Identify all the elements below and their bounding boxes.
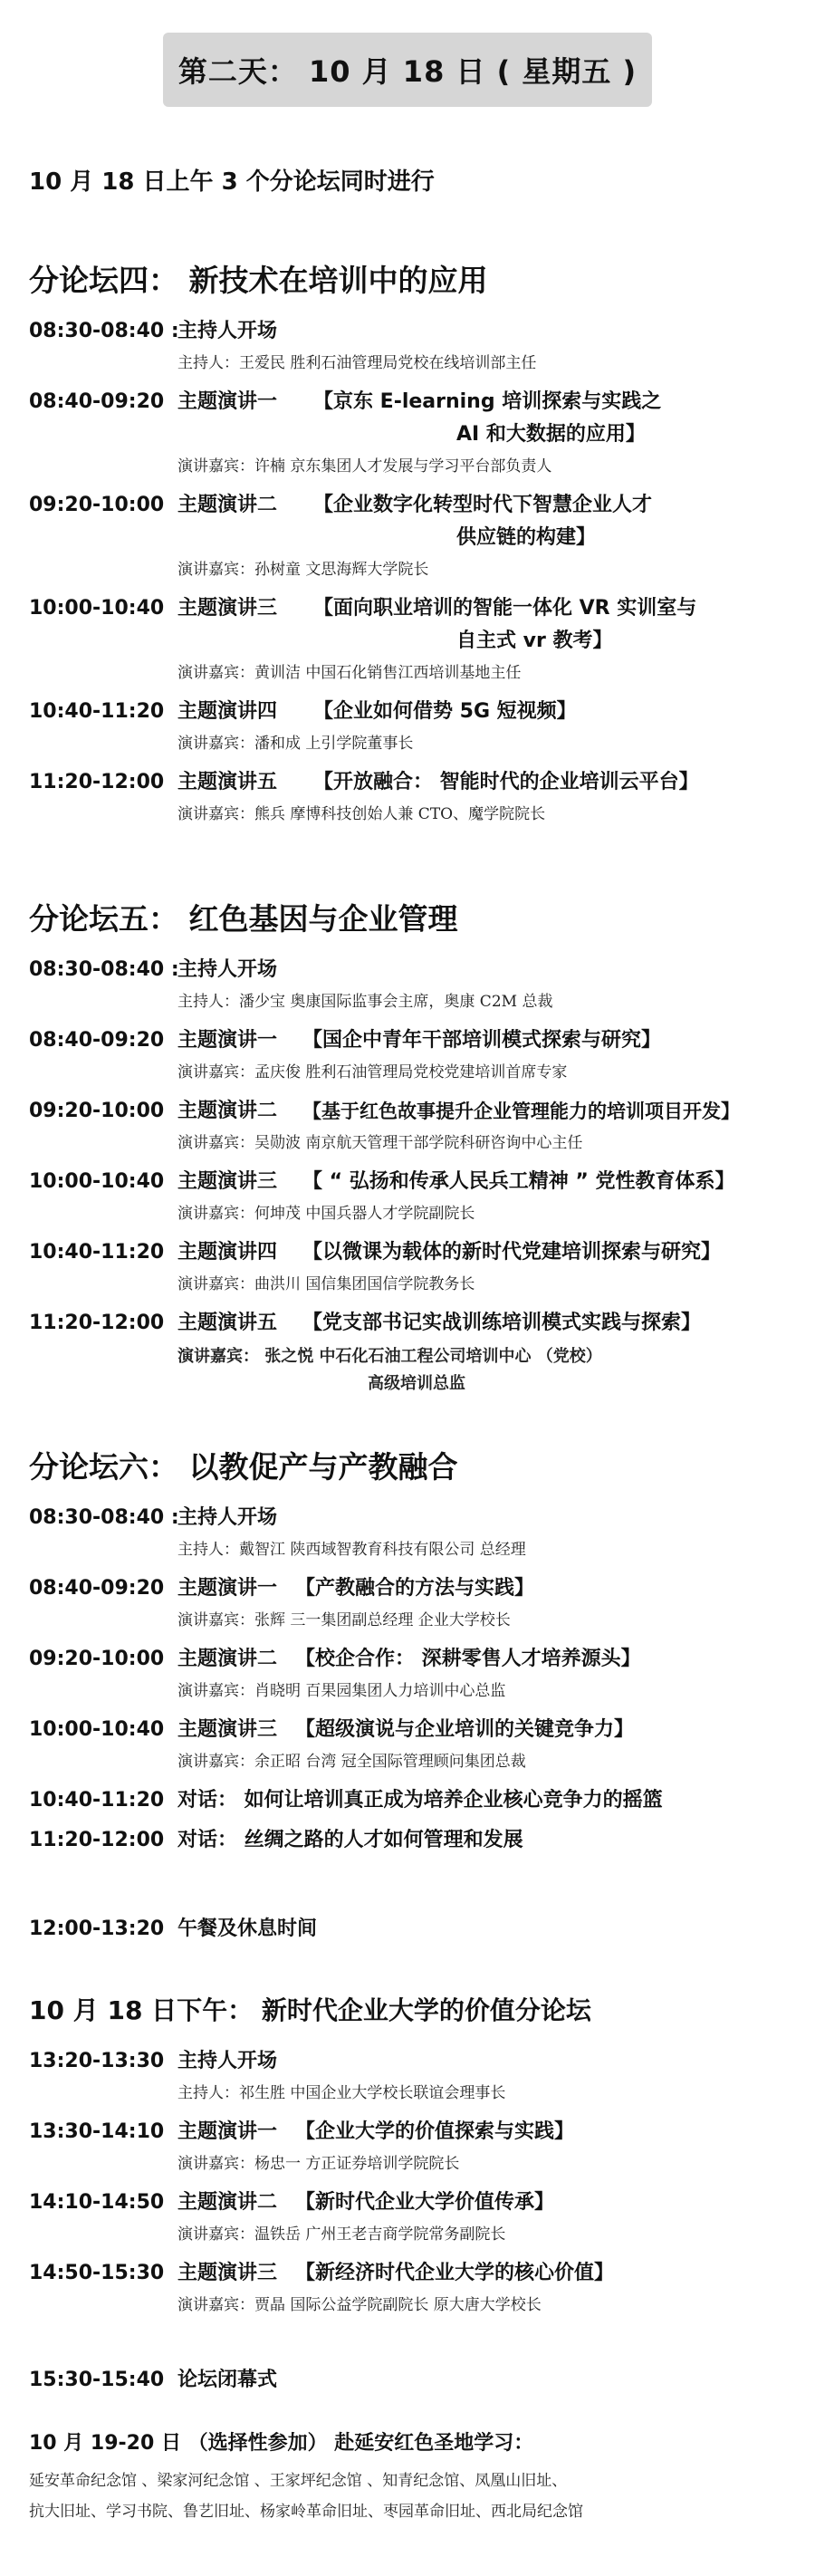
session-role: 主题演讲四 (177, 700, 278, 723)
speaker-info: 演讲嘉宾：黄训洁 中国石化销售江西培训基地主任 (177, 664, 522, 682)
time-slot: 11:20-12:00 (29, 1829, 165, 1851)
dialogue-topic: 对话： 丝绸之路的人才如何管理和发展 (177, 1829, 523, 1851)
talk-topic: 【党支部书记实战训练培训模式实践与探索】 (302, 1312, 702, 1334)
lunch-section (29, 1913, 799, 1946)
speaker-info: 演讲嘉宾：肖晓明 百果园集团人力培训中心总监 (177, 1682, 506, 1700)
time-slot: 10:40-11:20 (29, 700, 165, 723)
time-slot: 08:30-08:40 : (29, 320, 179, 342)
agenda-row (29, 1236, 799, 1269)
talk-topic: 【 “ 弘扬和传承人民兵工精神 ” 党性教育体系】 (302, 1170, 735, 1193)
session-role: 主持人开场 (177, 320, 278, 342)
lunch-label: 午餐及休息时间 (177, 1918, 318, 1940)
agenda-row (29, 1307, 799, 1340)
session-role: 主题演讲一 (177, 2120, 278, 2143)
dialogue-topic: 对话： 如何让培训真正成为培养企业核心竞争力的摇篮 (177, 1789, 663, 1812)
agenda-row (29, 2257, 799, 2290)
speaker-info: 演讲嘉宾：张辉 三一集团副总经理 企业大学校长 (177, 1611, 511, 1629)
speaker-info: 演讲嘉宾：贾晶 国际公益学院副院长 原大唐大学校长 (177, 2296, 542, 2314)
session-role: 主题演讲三 (177, 1170, 278, 1193)
talk-topic: 【产教融合的方法与实践】 (295, 1577, 535, 1600)
session-role: 主题演讲一 (177, 1029, 278, 1052)
time-slot: 08:30-08:40 : (29, 1506, 179, 1529)
session-role: 主题演讲三 (177, 2262, 278, 2284)
morning-intro: 10 月 18 日上午 3 个分论坛同时进行 (29, 168, 435, 196)
talk-topic: 【企业数字化转型时代下智慧企业人才 供应链的构建】 (313, 494, 653, 549)
talk-topic: 【超级演说与企业培训的关键竞争力】 (295, 1718, 635, 1741)
forum-6-section (29, 1449, 799, 1857)
talk-topic: 【企业如何借势 5G 短视频】 (313, 700, 577, 723)
afternoon-forum-section (29, 1993, 799, 2328)
talk-topic: 【新时代企业大学价值传承】 (295, 2191, 555, 2214)
session-role: 主题演讲三 (177, 597, 278, 620)
talk-topic: 【新经济时代企业大学的核心价值】 (295, 2262, 615, 2284)
agenda-row (29, 315, 799, 348)
session-role: 主题演讲五 (177, 1312, 278, 1334)
speaker-info: 主持人：王爱民 胜利石油管理局党校在线培训部主任 (177, 354, 537, 372)
speaker-info: 演讲嘉宾：孟庆俊 胜利石油管理局党校党建培训首席专家 (177, 1063, 568, 1081)
speaker-info: 主持人：戴智江 陕西域智教育科技有限公司 总经理 (177, 1541, 526, 1559)
speaker-info: 演讲嘉宾：温铁岳 广州王老吉商学院常务副院长 (177, 2225, 506, 2244)
talk-topic: 【国企中青年干部培训模式探索与研究】 (302, 1029, 662, 1052)
agenda-row (29, 1714, 799, 1746)
speaker-info: 演讲嘉宾：孙树童 文思海辉大学院长 (177, 561, 429, 579)
trip-sites (29, 2465, 799, 2527)
session-role: 主题演讲一 (177, 390, 278, 413)
time-slot: 08:30-08:40 : (29, 958, 179, 981)
agenda-row (29, 386, 799, 451)
trip-title: 10 月 19-20 日 （选择性参加） 赴延安红色圣地学习： (29, 2432, 534, 2455)
session-role: 主持人开场 (177, 958, 278, 981)
speaker-info: 主持人：祁生胜 中国企业大学校长联谊会理事长 (177, 2084, 506, 2102)
time-slot: 10:00-10:40 (29, 1718, 165, 1741)
session-role: 主题演讲二 (177, 1100, 278, 1122)
closing-section (29, 2364, 799, 2397)
speaker-info: 演讲嘉宾：余正昭 台湾 冠全国际管理顾问集团总裁 (177, 1753, 526, 1771)
agenda-row (29, 2364, 799, 2397)
dialogue-row (29, 1784, 799, 1817)
session-role: 主题演讲二 (177, 494, 278, 516)
closing-label: 论坛闭幕式 (177, 2369, 278, 2391)
forum-4-section (29, 263, 799, 837)
day-badge: 第二天： 10 月 18 日 ( 星期五 ) (163, 33, 652, 107)
time-slot: 09:20-10:00 (29, 1100, 165, 1122)
time-slot: 10:00-10:40 (29, 1170, 165, 1193)
agenda-row (29, 2187, 799, 2219)
session-role: 主题演讲三 (177, 1718, 278, 1741)
session-role: 主题演讲二 (177, 1648, 278, 1670)
agenda-row (29, 1572, 799, 1605)
session-role: 主题演讲一 (177, 1577, 278, 1600)
time-slot: 11:20-12:00 (29, 771, 165, 793)
talk-topic: 【以微课为载体的新时代党建培训探索与研究】 (302, 1241, 722, 1264)
forum-5-section (29, 901, 799, 1408)
time-slot: 08:40-09:20 (29, 1577, 165, 1600)
agenda-row (29, 489, 799, 554)
time-slot: 12:00-13:20 (29, 1918, 165, 1940)
agenda-row (29, 696, 799, 728)
agenda-row (29, 1095, 799, 1128)
time-slot: 09:20-10:00 (29, 494, 165, 516)
agenda-row (29, 1643, 799, 1676)
afternoon-forum-title: 10 月 18 日下午： 新时代企业大学的价值分论坛 (29, 1995, 591, 2025)
speaker-info: 演讲嘉宾：曲洪川 国信集团国信学院教务长 (177, 1275, 475, 1293)
agenda-row (29, 2116, 799, 2148)
time-slot: 14:10-14:50 (29, 2191, 165, 2214)
agenda-row (29, 1024, 799, 1057)
trip-sites-line: 抗大旧址、学习书院、鲁艺旧址、杨家岭革命旧址、枣园革命旧址、西北局纪念馆 (29, 2503, 583, 2521)
talk-topic: 【基于红色故事提升企业管理能力的培训项目开发】 (302, 1101, 740, 1122)
dialogue-row (29, 1824, 799, 1857)
speaker-info: 演讲嘉宾：吴勋波 南京航天管理干部学院科研咨询中心主任 (177, 1134, 583, 1152)
speaker-info: 演讲嘉宾：杨忠一 方正证券培训学院院长 (177, 2155, 460, 2173)
session-role: 主题演讲五 (177, 771, 278, 793)
talk-topic: 【企业大学的价值探索与实践】 (295, 2120, 575, 2143)
speaker-info: 演讲嘉宾： 张之悦 中石化石油工程公司培训中心 （党校） 高级培训总监 (177, 1347, 602, 1393)
session-role: 主持人开场 (177, 2050, 278, 2072)
agenda-row (29, 1502, 799, 1534)
forum-6-title: 分论坛六： 以教促产与产教融合 (29, 1449, 458, 1485)
time-slot: 08:40-09:20 (29, 390, 165, 413)
trip-section (29, 2427, 799, 2527)
session-role: 主题演讲四 (177, 1241, 278, 1264)
agenda-row (29, 954, 799, 986)
speaker-info: 演讲嘉宾：潘和成 上引学院董事长 (177, 735, 414, 753)
time-slot: 13:20-13:30 (29, 2050, 165, 2072)
forum-5-title: 分论坛五： 红色基因与企业管理 (29, 901, 458, 937)
speaker-info: 演讲嘉宾：许楠 京东集团人才发展与学习平台部负责人 (177, 457, 552, 476)
time-slot: 09:20-10:00 (29, 1648, 165, 1670)
session-role: 主题演讲二 (177, 2191, 278, 2214)
agenda-row (29, 1913, 799, 1946)
talk-topic: 【面向职业培训的智能一体化 VR 实训室与 自主式 vr 教考】 (313, 597, 697, 652)
speaker-info: 主持人：潘少宝 奥康国际监事会主席，奥康 C2M 总裁 (177, 993, 553, 1011)
time-slot: 14:50-15:30 (29, 2262, 165, 2284)
time-slot: 10:40-11:20 (29, 1241, 165, 1264)
talk-topic: 【开放融合： 智能时代的企业培训云平台】 (313, 771, 699, 793)
time-slot: 08:40-09:20 (29, 1029, 165, 1052)
trip-sites-line: 延安革命纪念馆 、梁家河纪念馆 、王家坪纪念馆 、知青纪念馆、凤凰山旧址、 (29, 2472, 568, 2490)
talk-topic: 【京东 E-learning 培训探索与实践之 AI 和大数据的应用】 (313, 390, 662, 446)
time-slot: 11:20-12:00 (29, 1312, 165, 1334)
speaker-info: 演讲嘉宾：何坤茂 中国兵器人才学院副院长 (177, 1205, 475, 1223)
session-role: 主持人开场 (177, 1506, 278, 1529)
time-slot: 13:30-14:10 (29, 2120, 165, 2143)
agenda-row (29, 592, 799, 658)
talk-topic: 【校企合作： 深耕零售人才培养源头】 (295, 1648, 641, 1670)
forum-4-title: 分论坛四： 新技术在培训中的应用 (29, 263, 488, 298)
time-slot: 10:40-11:20 (29, 1789, 165, 1812)
agenda-row (29, 1166, 799, 1198)
agenda-row (29, 766, 799, 799)
time-slot: 10:00-10:40 (29, 597, 165, 620)
agenda-row (29, 2045, 799, 2078)
speaker-info: 演讲嘉宾：熊兵 摩博科技创始人兼 CTO、魔学院院长 (177, 805, 546, 823)
time-slot: 15:30-15:40 (29, 2369, 165, 2391)
